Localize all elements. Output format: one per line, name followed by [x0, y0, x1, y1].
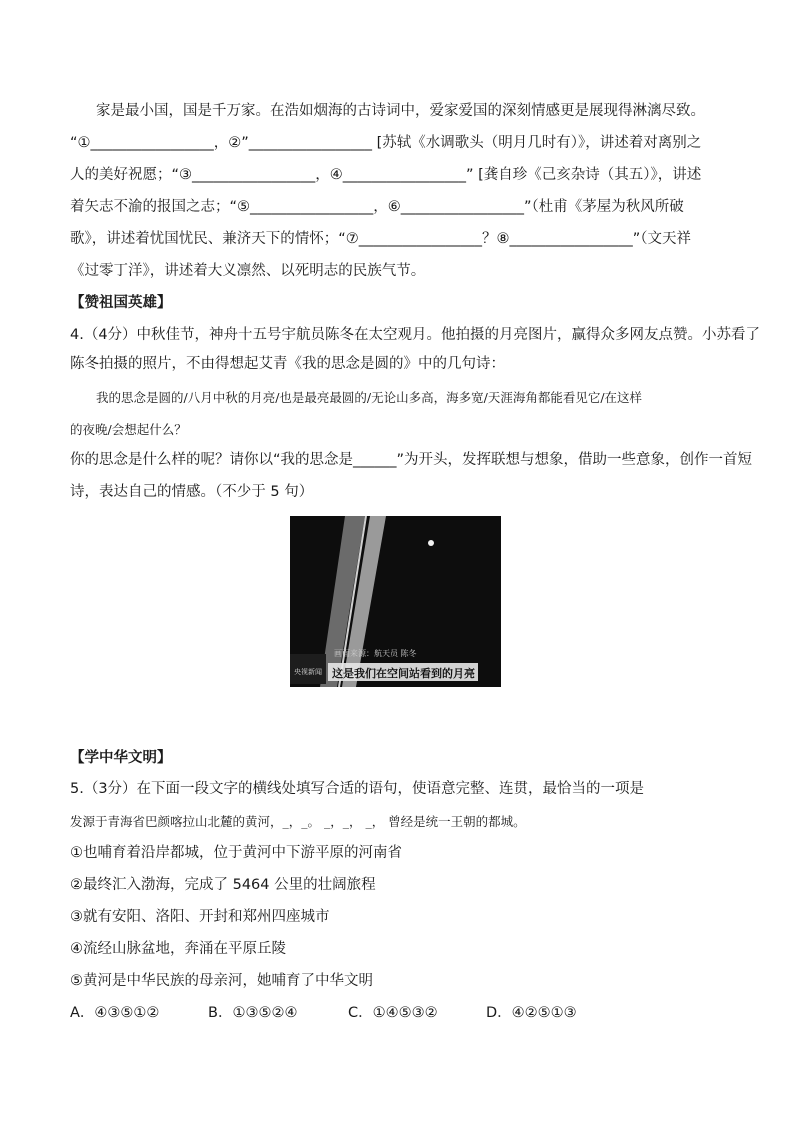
section-heading-heroes: 【赞祖国英雄】: [70, 295, 172, 311]
intro-line-5: 歌》，讲述着忧国忧民、兼济天下的情怀；“⑦_________________？⑧_________________”（文天祥: [70, 231, 692, 247]
q4-line-2: 陈冬拍摄的照片，不由得想起艾青《我的思念是圆的》中的几句诗：: [70, 356, 505, 372]
intro-line-4: 着矢志不渝的报国之志；“⑤_________________，⑥_________________”（杜甫《茅屋为秋风所破: [70, 199, 684, 215]
q5-option-2: ②最终汇入渤海，完成了 5464 公里的壮阔旅程: [70, 877, 376, 893]
q5-choice-b: B．①③⑤②④: [208, 1005, 298, 1021]
photo-caption-top: 画面来源：航天员 陈冬: [334, 649, 417, 658]
q4-line-1: 4.（4分）中秋佳节，神舟十五号宇航员陈冬在太空观月。他拍摄的月亮图片，赢得众多网友点赞。小苏看了: [70, 327, 761, 343]
q5-option-5: ⑤黄河是中华民族的母亲河，她哺育了中华文明: [70, 973, 373, 989]
q4-poem-line-2: 的夜晚/会想起什么？: [70, 422, 187, 437]
section-heading-civilization: 【学中华文明】: [70, 750, 172, 766]
moon-icon: [428, 540, 434, 546]
moon-photo: [290, 516, 501, 687]
q4-line-3: 你的思念是什么样的呢？请你以“我的思念是______”为开头，发挥联想与想象，借助一些意象，创作一首短: [70, 452, 753, 468]
q5-choice-a: A．④③⑤①②: [70, 1005, 160, 1021]
q4-poem-line-1: 我的思念是圆的/八月中秋的月亮/也是最亮最圆的/无论山多高，海多宽/天涯海角都能看见它/在这样: [96, 390, 643, 405]
q5-stem: 5.（3分）在下面一段文字的横线处填写合适的语句，使语意完整、连贯，最恰当的一项是: [70, 781, 645, 797]
intro-line-1: 家是最小国，国是千万家。在浩如烟海的古诗词中，爱家爱国的深刻情感更是展现得淋漓尽致。: [96, 103, 705, 119]
q5-option-4: ④流经山脉盆地，奔涌在平原丘陵: [70, 941, 286, 957]
q5-passage: 发源于青海省巴颜喀拉山北麓的黄河，_，_。 _，_， _， 曾经是统一王朝的都城。: [70, 814, 526, 829]
q5-option-1: ①也哺育着沿岸都城，位于黄河中下游平原的河南省: [70, 845, 402, 861]
q5-option-3: ③就有安阳、洛阳、开封和郑州四座城市: [70, 909, 330, 925]
photo-caption-main: 这是我们在空间站看到的月亮: [332, 667, 475, 680]
q5-choice-d: D．④②⑤①③: [486, 1005, 577, 1021]
photo-logo: 央视新闻: [294, 668, 322, 676]
intro-line-6: 《过零丁洋》，讲述着大义凛然、以死明志的民族气节。: [70, 263, 426, 279]
q5-choice-c: C．①④⑤③②: [348, 1005, 438, 1021]
moon-photo-graphic: [290, 516, 501, 687]
q4-line-4: 诗，表达自己的情感。（不少于 5 句）: [70, 484, 314, 500]
intro-line-2: “①_________________，②”_________________ [苏轼《水调歌头（明月几时有）》，讲述着对离别之: [70, 135, 702, 151]
intro-line-3: 人的美好祝愿；“③_________________，④_________________” [龚自珍《己亥杂诗（其五）》，讲述: [70, 167, 702, 183]
